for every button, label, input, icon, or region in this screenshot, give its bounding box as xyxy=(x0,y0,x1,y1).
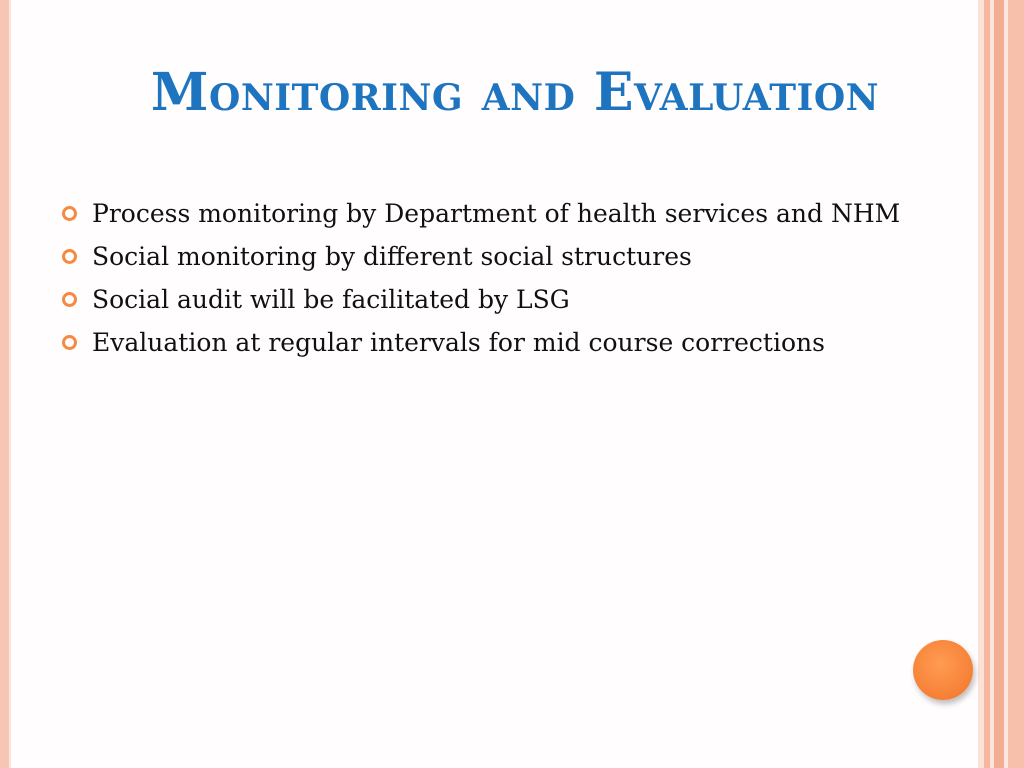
bullet-item xyxy=(62,241,912,272)
circle-bullet-icon xyxy=(62,292,77,307)
right-decorative-stripe xyxy=(994,0,1004,768)
slide-title: Monitoring and Evaluation xyxy=(150,62,880,123)
bullet-list xyxy=(62,198,912,370)
right-decorative-stripe xyxy=(1008,0,1024,768)
bullet-item xyxy=(62,327,912,358)
bullet-text: Evaluation at regular intervals for mid course corrections xyxy=(92,328,825,357)
circle-bullet-icon xyxy=(62,335,77,350)
bullet-item xyxy=(62,284,912,315)
bullet-text: Social audit will be facilitated by LSG xyxy=(92,285,570,314)
orange-circle-decoration xyxy=(913,640,973,700)
bullet-text: Process monitoring by Department of health services and NHM xyxy=(92,199,901,228)
left-decorative-stripe xyxy=(0,0,9,768)
bullet-item xyxy=(62,198,912,229)
circle-bullet-icon xyxy=(62,206,77,221)
bullet-text: Social monitoring by different social structures xyxy=(92,242,692,271)
left-decorative-stripe-inner xyxy=(9,0,11,768)
circle-bullet-icon xyxy=(62,249,77,264)
